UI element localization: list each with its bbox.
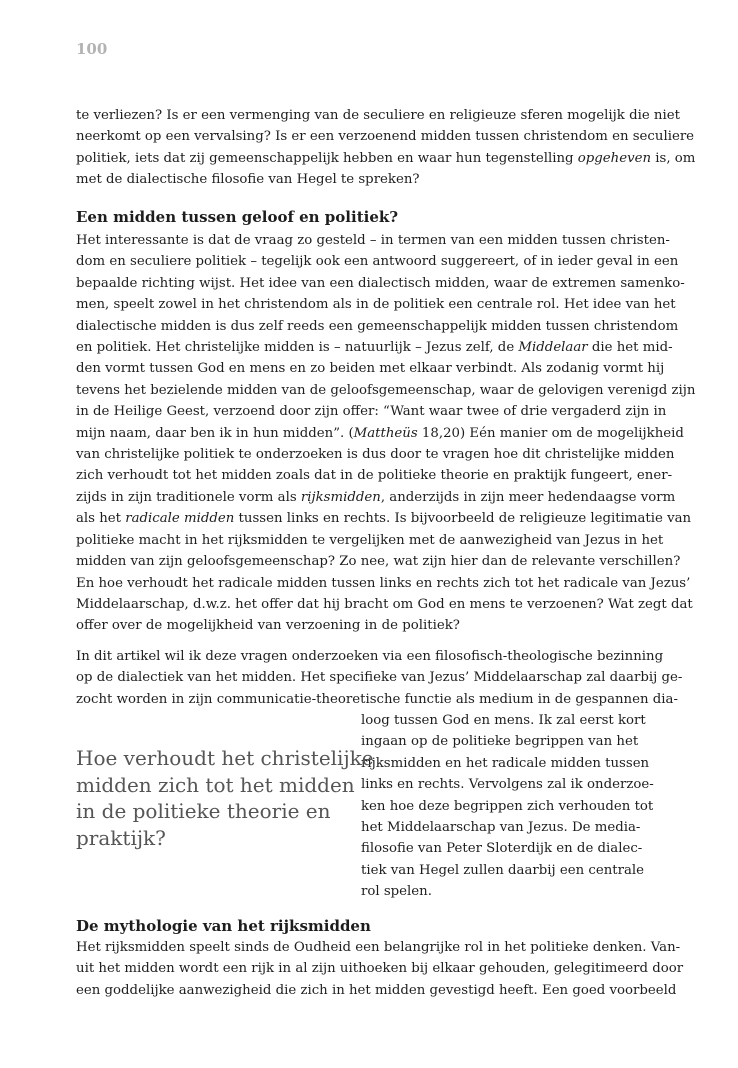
intro-paragraph [76, 105, 696, 191]
text-segment: politieke macht in het rijksmidden te vergelijken met de aanwezigheid van Jezus in het [76, 532, 664, 548]
text-segment: mijn naam, daar ben ik in hun midden”. ( [76, 425, 354, 441]
italic-text: rijksmidden [300, 489, 381, 505]
text-line [361, 796, 654, 817]
text-line [76, 646, 664, 667]
text-segment: midden van zijn geloofsgemeenschap? Zo nee, wat zijn hier dan de relevante verschillen? [76, 554, 681, 570]
text-segment: In dit artikel wil ik deze vragen onderzoeken via een filosofisch-theologische bezinning [76, 649, 664, 664]
text-line [76, 380, 696, 401]
text-line [76, 465, 673, 486]
section2-right-column [361, 710, 654, 903]
text-line [76, 126, 695, 147]
text-line [76, 230, 670, 251]
text-line [76, 530, 664, 551]
text-segment: te verliezen? Is er een vermenging van de seculiere en religieuze sferen mogelijk die niet [76, 108, 680, 123]
text-segment: rol spelen. [361, 884, 432, 900]
text-segment: Het interessante is dat de vraag zo gesteld – in termen van een midden tussen christen- [76, 233, 670, 248]
text-line [361, 817, 641, 838]
text-segment: Het rijksmidden speelt sinds de Oudheid een belangrijke rol in het politieke denken. Van- [76, 940, 681, 955]
text-segment: men, speelt zowel in het christendom als in de politiek een centrale rol. Het idee van het [76, 297, 676, 313]
text-line [361, 753, 650, 774]
text-segment: in de Heilige Geest, verzoend door zijn offer: “Want waar twee of drie vergaderd zijn in [76, 404, 667, 420]
pull-quote-line: in de politieke theorie en [76, 799, 331, 823]
italic-text: radicale midden [125, 511, 235, 527]
text-line [361, 838, 643, 859]
text-segment: filosofie van Peter Sloterdijk en de dialec- [361, 841, 643, 857]
text-segment: ken hoe deze begrippen zich verhouden tot [361, 798, 654, 814]
pull-quote-line: praktijk? [76, 825, 166, 850]
text-segment: en politiek. Het christelijke midden is – natuurlijk – Jezus zelf, de [76, 340, 519, 356]
text-segment: die het mid- [587, 340, 673, 356]
section3-paragraph [76, 937, 684, 1001]
text-line [76, 487, 676, 508]
text-segment: met de dialectische filosofie van Hegel te spreken? [76, 172, 420, 188]
text-segment: het Middelaarschap van Jezus. De media- [361, 820, 641, 836]
text-segment: rijksmidden en het radicale midden tussen [361, 755, 650, 771]
text-segment: zocht worden in zijn communicatie-theoretische functie als medium in de gespannen dia- [76, 691, 678, 707]
text-segment: 18,20) Eén manier om de mogelijkheid [417, 425, 684, 441]
text-line [76, 958, 684, 979]
section-heading-midden: Een midden tussen geloof en politiek? [76, 208, 399, 226]
text-segment: zich verhoudt tot het midden zoals dat in de politieke theorie en praktijk fungeert, ener- [76, 468, 673, 484]
italic-text: opgeheven [577, 150, 652, 166]
pull-quote-line: Hoe verhoudt het christelijke [76, 746, 374, 770]
text-segment: ingaan op de politieke begrippen van het [361, 734, 639, 750]
text-line [76, 573, 691, 594]
text-line [76, 980, 677, 1001]
text-segment: bepaalde richting wijst. Het idee van een dialectisch midden, waar de extremen samenko- [76, 275, 685, 291]
text-line [76, 615, 629, 636]
text-segment: is, om [651, 150, 696, 166]
italic-text: Mattheüs [353, 425, 418, 441]
text-segment: een goddelijke aanwezigheid die zich in het midden gevestigd heeft. Een goed voorbeeld [76, 982, 677, 998]
text-line [76, 689, 678, 710]
pull-quote-line: midden zich tot het midden [76, 772, 355, 797]
text-segment: neerkomt op een vervalsing? Is er een verzoenend midden tussen christendom en seculiere [76, 129, 695, 145]
text-line [76, 273, 685, 294]
text-line [76, 444, 675, 465]
text-segment: tussen links en rechts. Is bijvoorbeeld de religieuze legitimatie van [234, 511, 692, 527]
text-line [76, 594, 693, 615]
text-segment: uit het midden wordt een rijk in al zijn uithoeken bij elkaar gehouden, gelegitimeerd door [76, 961, 684, 977]
text-line [361, 860, 645, 881]
text-segment: tiek van Hegel zullen daarbij een centrale [361, 862, 645, 878]
text-segment: op de dialectiek van het midden. Het specifieke van Jezus’ Middelaarschap zal daarbij ge- [76, 670, 683, 686]
text-line [76, 423, 684, 444]
text-line [361, 731, 639, 752]
text-segment: den vormt tussen God en mens en zo beiden met elkaar verbindt. Als zodanig vormt hij [76, 361, 665, 377]
text-line [76, 251, 679, 272]
text-line [76, 508, 692, 529]
section2-paragraph [76, 646, 683, 710]
text-line [76, 148, 696, 169]
text-line [361, 881, 629, 902]
text-line [76, 937, 681, 958]
section-heading-rijksmidden: De mythologie van het rijksmidden [76, 917, 371, 935]
text-line [76, 337, 673, 358]
text-line [76, 169, 629, 190]
pull-quote [76, 745, 374, 851]
text-line [76, 551, 681, 572]
text-segment: dom en seculiere politiek – tegelijk ook een antwoord suggereert, of in ieder geval in een [76, 254, 679, 270]
text-segment: als het [76, 511, 126, 527]
text-segment: loog tussen God en mens. Ik zal eerst kort [361, 713, 646, 728]
text-segment: politiek, iets dat zij gemeenschappelijk hebben en waar hun tegenstelling [76, 150, 578, 166]
text-segment: zijds in zijn traditionele vorm als [76, 489, 301, 505]
text-segment: , anderzijds in zijn meer hedendaagse vorm [380, 489, 676, 505]
section1-paragraph [76, 230, 696, 637]
text-segment: tevens het bezielende midden van de geloofsgemeenschap, waar de gelovigen verenigd zijn [76, 382, 696, 398]
text-line [76, 105, 680, 126]
text-segment: van christelijke politiek te onderzoeken is dus door te vragen hoe dit christelijke midden [76, 447, 675, 463]
text-segment: offer over de mogelijkheid van verzoening in de politiek? [76, 618, 460, 634]
page-number: 100 [76, 40, 108, 58]
text-line [76, 358, 665, 379]
text-segment: Middelaarschap, d.w.z. het offer dat hij bracht om God en mens te verzoenen? Wat zegt dat [76, 596, 693, 612]
text-segment: En hoe verhoudt het radicale midden tussen links en rechts zich tot het radicale van Jezus’ [76, 575, 691, 591]
text-line [76, 401, 667, 422]
text-line [76, 667, 683, 688]
text-line [361, 710, 646, 731]
text-segment: dialectische midden is dus zelf reeds een gemeenschappelijk midden tussen christendom [76, 318, 679, 334]
text-line [76, 316, 679, 337]
text-segment: links en rechts. Vervolgens zal ik onderzoe- [361, 777, 654, 793]
text-line [361, 774, 654, 795]
italic-text: Middelaar [518, 340, 588, 356]
text-line [76, 294, 676, 315]
